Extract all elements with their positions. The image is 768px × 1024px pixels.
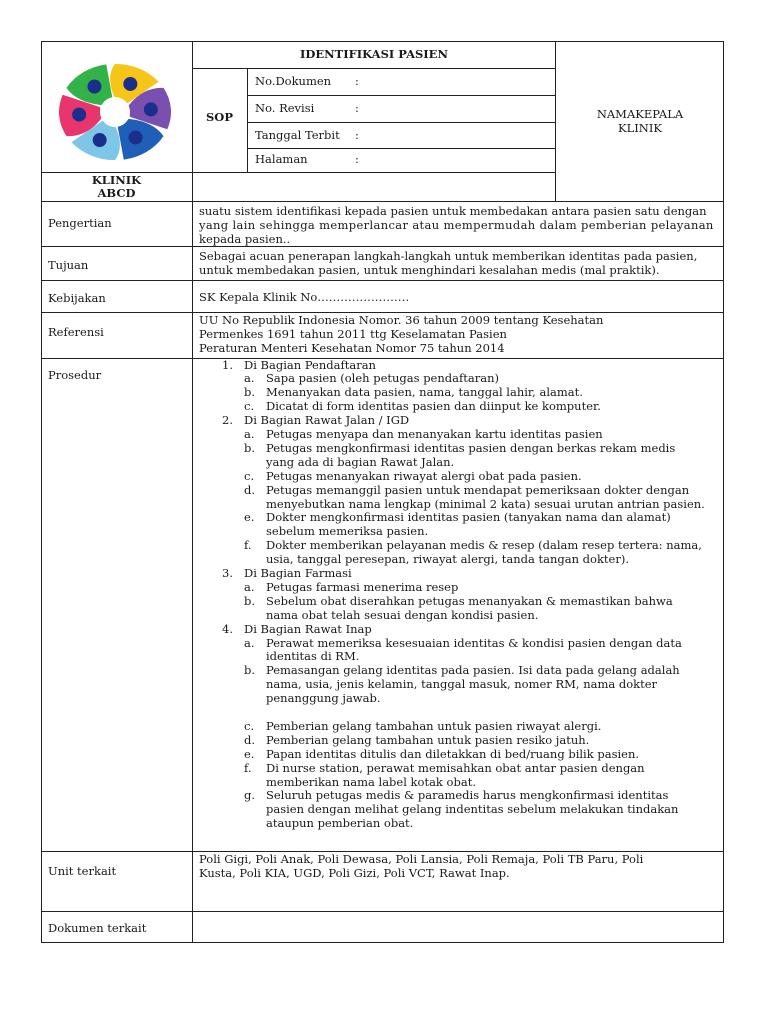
prosedur-marker: g. <box>244 788 256 803</box>
logo-dot <box>129 130 143 144</box>
prosedur-text: Di Bagian Pendaftaran <box>244 357 376 372</box>
prosedur-text: identitas di RM. <box>266 649 360 664</box>
logo-dot <box>123 77 137 91</box>
prosedur-text: ataupun pemberian obat. <box>266 816 414 831</box>
prosedur-text: Pemberian gelang tambahan untuk pasien resiko jatuh. <box>266 732 590 747</box>
doc-field-sep-nodokumen: : <box>355 74 359 88</box>
prosedur-text: Sapa pasien (oleh petugas pendaftaran) <box>266 371 499 386</box>
clinic-name-line2: ABCD <box>97 186 136 200</box>
referensi-line-2: Permenkes 1691 tahun 2011 ttg Keselamatan Pasien <box>199 327 507 341</box>
prosedur-text: usia, tanggal peresepan, riwayat alergi, tanda tangan dokter). <box>266 552 629 567</box>
prosedur-marker: 4. <box>222 621 233 636</box>
prosedur-marker: a. <box>244 427 255 441</box>
tujuan-line-2: untuk membedakan pasien, untuk menghindari kesalahan medis (mal praktik). <box>199 263 660 277</box>
clinic-name-line1: KLINIK <box>91 173 142 187</box>
prosedur-marker: d. <box>244 732 256 747</box>
prosedur-text: sebelum memeriksa pasien. <box>266 524 429 539</box>
prosedur-marker: a. <box>244 371 255 386</box>
header-divider-sop <box>247 68 248 172</box>
document-title: IDENTIFIKASI PASIEN <box>300 47 448 61</box>
referensi-line-1: UU No Republik Indonesia Nomor. 36 tahun 2009 tentang Kesehatan <box>199 313 604 327</box>
prosedur-text: Seluruh petugas medis & paramedis harus mengkonfirmasi identitas <box>266 788 669 803</box>
row-label-kebijakan: Kebijakan <box>48 291 106 305</box>
pengertian-line-1: suatu sistem identifikasi kepada pasien untuk membedakan antara pasien satu dengan <box>199 204 707 218</box>
head-of-clinic-line2: KLINIK <box>618 121 662 135</box>
row-divider-6 <box>41 911 724 912</box>
doc-field-divider-2 <box>247 122 556 123</box>
prosedur-marker: a. <box>244 635 255 650</box>
prosedur-marker: 3. <box>222 566 233 580</box>
doc-field-label-halaman: Halaman <box>255 152 308 166</box>
prosedur-marker: b. <box>244 440 256 455</box>
prosedur-marker: e. <box>244 510 255 525</box>
prosedur-text: penanggung jawab. <box>266 691 381 706</box>
prosedur-marker: a. <box>244 579 255 594</box>
row-divider-1 <box>41 246 724 247</box>
prosedur-text: Menanyakan data pasien, nama, tanggal lahir, alamat. <box>266 385 583 400</box>
logo-dot <box>87 80 101 94</box>
clinic-logo <box>52 58 178 166</box>
row-label-prosedur: Prosedur <box>48 368 102 382</box>
prosedur-marker: 1. <box>222 357 233 372</box>
prosedur-marker: f. <box>244 760 252 775</box>
doc-field-label-nodokumen: No.Dokumen <box>255 74 332 88</box>
prosedur-text: Perawat memeriksa kesesuaian identitas & kondisi pasien dengan data <box>266 635 682 650</box>
sop-label: SOP <box>206 110 233 124</box>
prosedur-text: menyebutkan nama lengkap (minimal 2 kata) sesuai urutan antrian pasien. <box>266 496 705 511</box>
row-divider-2 <box>41 280 724 281</box>
tujuan-line-1: Sebagai acuan penerapan langkah-langkah untuk memberikan identitas pada pasien, <box>199 249 698 263</box>
prosedur-text: Petugas memanggil pasien untuk mendapat pemeriksaan dokter dengan <box>266 482 690 497</box>
doc-field-divider-1 <box>247 95 556 96</box>
doc-field-label-norevisi: No. Revisi <box>255 101 315 115</box>
prosedur-marker: b. <box>244 385 256 400</box>
unit-terkait-line-2: Kusta, Poli KIA, UGD, Poli Gizi, Poli VCT, Rawat Inap. <box>199 866 510 880</box>
prosedur-marker: f. <box>244 538 252 553</box>
prosedur-text: Dokter mengkonfirmasi identitas pasien (tanyakan nama dan alamat) <box>266 510 671 525</box>
pengertian-line-3: kepada pasien.. <box>199 232 291 246</box>
prosedur-text: Pemberian gelang tambahan untuk pasien riwayat alergi. <box>266 718 602 733</box>
row-label-tujuan: Tujuan <box>48 258 89 272</box>
row-label-dokumen-terkait: Dokumen terkait <box>48 921 147 935</box>
prosedur-text: nama, usia, jenis kelamin, tanggal masuk, nomer RM, nama dokter <box>266 677 658 692</box>
prosedur-text: Di Bagian Farmasi <box>244 566 352 580</box>
prosedur-text: Di Bagian Rawat Jalan / IGD <box>244 413 410 428</box>
referensi-line-3: Peraturan Menteri Kesehatan Nomor 75 tahun 2014 <box>199 341 505 355</box>
unit-terkait-line-1: Poli Gigi, Poli Anak, Poli Dewasa, Poli Lansia, Poli Remaja, Poli TB Paru, Poli <box>199 852 644 866</box>
logo-center <box>100 97 130 127</box>
prosedur-text: Pemasangan gelang identitas pada pasien. Isi data pada gelang adalah <box>266 663 680 678</box>
doc-field-sep-halaman: : <box>355 152 359 166</box>
prosedur-text: Di Bagian Rawat Inap <box>244 621 372 636</box>
logo-dot <box>144 102 158 116</box>
kebijakan-text: SK Kepala Klinik No…………………… <box>199 290 410 304</box>
prosedur-text: Petugas farmasi menerima resep <box>266 579 459 594</box>
prosedur-marker: c. <box>244 718 255 733</box>
prosedur-marker: b. <box>244 663 256 678</box>
logo-dot <box>72 108 86 122</box>
prosedur-text: nama obat telah sesuai dengan kondisi pasien. <box>266 607 539 622</box>
prosedur-text: Papan identitas ditulis dan diletakkan di bed/ruang bilik pasien. <box>266 746 640 761</box>
doc-field-sep-norevisi: : <box>355 101 359 115</box>
prosedur-marker: c. <box>244 399 255 414</box>
row-label-pengertian: Pengertian <box>48 216 112 230</box>
prosedur-text: pasien dengan melihat gelang indentitas sebelum melakukan tindakan <box>266 802 679 817</box>
prosedur-marker: c. <box>244 468 255 483</box>
doc-field-label-tanggal: Tanggal Terbit <box>255 128 340 142</box>
prosedur-text: Dokter memberikan pelayanan medis & resep (dalam resep tertera: nama, <box>266 538 702 553</box>
prosedur-text: Dicatat di form identitas pasien dan diinput ke komputer. <box>266 399 601 414</box>
prosedur-marker: 2. <box>222 413 233 428</box>
prosedur-marker: b. <box>244 593 256 608</box>
doc-field-sep-tanggal: : <box>355 128 359 142</box>
prosedur-text: yang ada di bagian Rawat Jalan. <box>266 454 455 469</box>
prosedur-marker: d. <box>244 482 256 497</box>
prosedur-text: memberikan nama label kotak obat. <box>266 774 476 789</box>
doc-field-divider-3 <box>247 148 556 149</box>
prosedur-text: Petugas menanyakan riwayat alergi obat pada pasien. <box>266 468 582 483</box>
row-label-unit-terkait: Unit terkait <box>48 864 117 878</box>
prosedur-text: Sebelum obat diserahkan petugas menanyakan & memastikan bahwa <box>266 593 673 608</box>
pengertian-line-2: yang lain sehingga memperlancar atau mempermudah dalam pemberian pelayanan <box>199 218 714 232</box>
prosedur-text: Petugas mengkonfirmasi identitas pasien dengan berkas rekam medis <box>266 440 676 455</box>
prosedur-text: Di nurse station, perawat memisahkan obat antar pasien dengan <box>266 760 645 775</box>
row-divider-4 <box>41 358 724 359</box>
head-of-clinic-line1: NAMAKEPALA <box>596 107 684 121</box>
row-label-referensi: Referensi <box>48 325 104 339</box>
logo-dot <box>93 133 107 147</box>
header-divider-logo <box>192 41 193 202</box>
prosedur-text: Petugas menyapa dan menanyakan kartu identitas pasien <box>266 427 603 441</box>
prosedur-marker: e. <box>244 746 255 761</box>
